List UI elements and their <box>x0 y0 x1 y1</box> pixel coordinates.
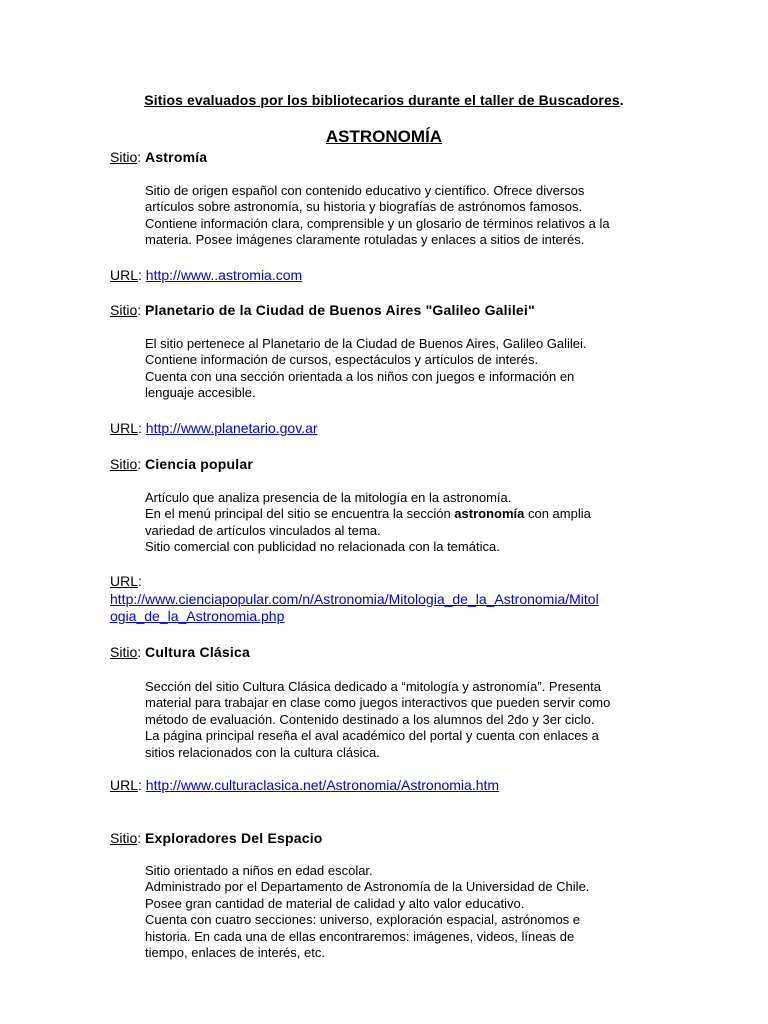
description-line: Administrado por el Departamento de Astronomía de la Universidad de Chile. <box>145 879 590 895</box>
description-line: variedad de artículos vinculados al tema. <box>145 522 381 538</box>
description-line <box>145 506 665 522</box>
site-2-url <box>110 419 318 437</box>
description-line: método de evaluación. Contenido destinado a los alumnos del 2do y 3er ciclo. <box>145 711 595 727</box>
description-line: Sitio orientado a niños en edad escolar. <box>145 863 373 878</box>
description-line: Posee gran cantidad de material de calidad y alto valor educativo. <box>145 895 525 911</box>
url-label: URL <box>110 777 139 793</box>
site-link[interactable]: http://www.culturaclasica.net/Astronomia/Astronomia.htm <box>145 777 500 793</box>
site-2-description <box>145 336 665 402</box>
description-line: historia. En cada una de ellas encontraremos: imágenes, videos, líneas de <box>145 928 575 944</box>
colon: : <box>138 420 146 436</box>
description-line: Sitio comercial con publicidad no relacionada con la temática. <box>145 539 500 555</box>
description-line: Contiene información clara, comprensible y un glosario de términos relativos a la <box>145 215 610 231</box>
site-3-url <box>110 573 670 626</box>
sitio-label: Sitio <box>110 456 138 472</box>
description-line: Artículo que analiza presencia de la mitología en la astronomía. <box>145 490 512 505</box>
description-line: material para trabajar en clase como juegos interactivos que pueden servir como <box>145 695 611 711</box>
description-line: Contiene información de cursos, espectáculos y artículos de interés. <box>145 352 539 368</box>
colon: : <box>137 456 146 472</box>
site-5-description <box>145 863 665 961</box>
site-1-url <box>110 266 302 284</box>
sitio-label: Sitio <box>110 149 138 165</box>
site-3-description <box>145 490 665 556</box>
url-label: URL <box>110 420 139 436</box>
url-label: URL <box>110 267 139 283</box>
site-name: Exploradores Del Espacio <box>145 830 323 846</box>
colon: : <box>138 777 146 793</box>
description-text: con amplia <box>524 506 591 522</box>
url-label: URL <box>110 573 139 589</box>
description-text: En el menú principal del sitio se encuentra la sección <box>145 506 455 522</box>
site-link-line[interactable]: http://www.cienciapopular.com/n/Astronomia/Mitologia_de_la_Astronomia/Mitol <box>110 590 599 607</box>
section-heading: ASTRONOMÍA <box>325 127 443 146</box>
colon: : <box>137 644 146 660</box>
description-line: materia. Posee imágenes claramente rotuladas y enlaces a sitios de interés. <box>145 232 585 248</box>
site-4-header <box>110 644 250 661</box>
description-line: sitios relacionados con la cultura clásica. <box>145 744 380 760</box>
colon: : <box>137 149 146 165</box>
site-1-description <box>145 183 665 249</box>
site-name: Astromía <box>145 149 208 165</box>
sitio-label: Sitio <box>110 302 138 318</box>
description-line: La página principal reseña el aval académico del portal y cuenta con enlaces a <box>145 728 599 744</box>
site-3-header <box>110 456 253 473</box>
colon: : <box>137 830 146 846</box>
description-line: Cuenta con una sección orientada a los niños con juegos e información en <box>145 368 575 384</box>
description-line: artículos sobre astronomía, su historia y biografías de astrónomos famosos. <box>145 199 583 215</box>
description-line: Sitio de origen español con contenido educativo y científico. Ofrece diversos <box>145 183 585 198</box>
site-name: Planetario de la Ciudad de Buenos Aires "Galileo Galilei" <box>145 302 535 318</box>
description-line: lenguaje accesible. <box>145 385 256 401</box>
site-name: Cultura Clásica <box>145 644 250 660</box>
document-title-suffix: . <box>619 92 624 108</box>
description-line: El sitio pertenece al Planetario de la Ciudad de Buenos Aires, Galileo Galilei. <box>145 336 587 351</box>
colon: : <box>137 302 146 318</box>
site-name: Ciencia popular <box>145 456 254 472</box>
description-line: Sección del sitio Cultura Clásica dedicado a “mitología y astronomía”. Presenta <box>145 679 601 694</box>
sitio-label: Sitio <box>110 830 138 846</box>
site-2-header <box>110 302 535 319</box>
site-link[interactable]: http://www.planetario.gov.ar <box>145 420 318 436</box>
sitio-label: Sitio <box>110 644 138 660</box>
site-4-description <box>145 679 665 761</box>
site-link[interactable]: http://www..astromia.com <box>145 267 303 283</box>
description-line: tiempo, enlaces de interés, etc. <box>145 945 325 961</box>
document-title <box>0 92 768 108</box>
document-title-text: Sitios evaluados por los bibliotecarios durante el taller de Buscadores <box>144 92 620 108</box>
site-1-header <box>110 149 207 166</box>
description-line: Cuenta con cuatro secciones: universo, exploración espacial, astrónomos e <box>145 912 581 928</box>
colon: : <box>138 267 146 283</box>
site-5-header <box>110 830 323 847</box>
description-bold-term: astronomía <box>454 506 525 522</box>
site-link-line[interactable]: ogia_de_la_Astronomia.php <box>110 608 285 624</box>
site-4-url <box>110 776 499 794</box>
url-label-line: URL: <box>110 573 142 589</box>
